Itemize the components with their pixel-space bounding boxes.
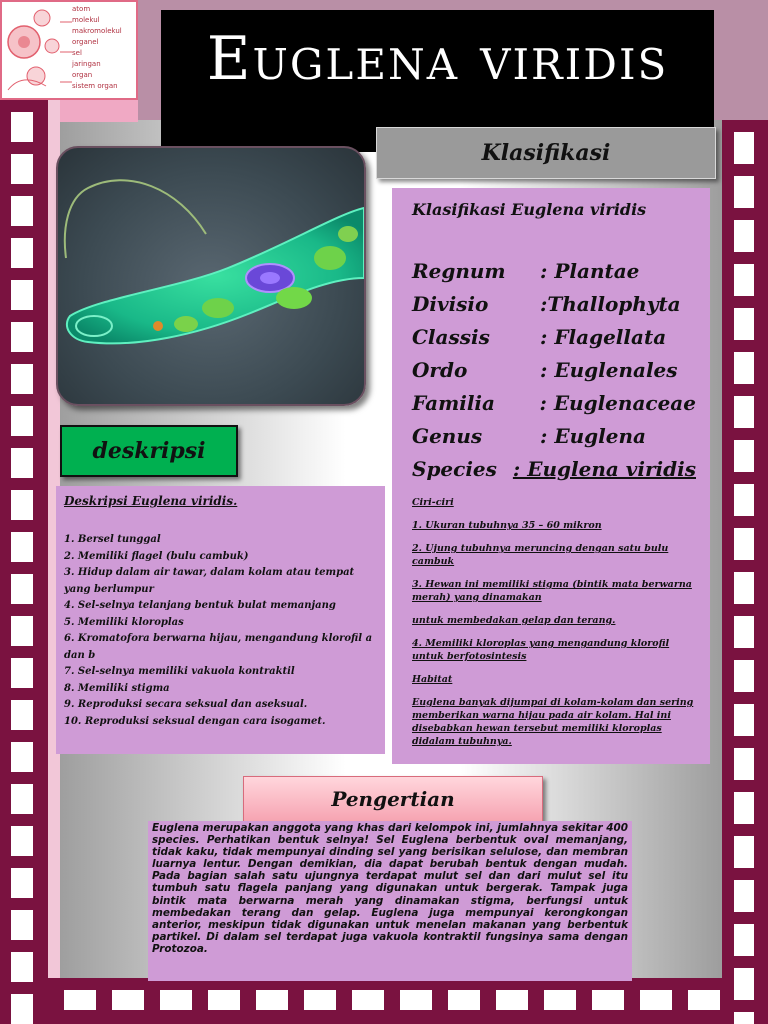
- euglena-image: [56, 146, 366, 406]
- ciri-title: Ciri-ciri: [412, 497, 454, 508]
- thumb-label: organ: [72, 71, 93, 79]
- taxonomy-rank: Genus: [412, 424, 483, 448]
- taxonomy-row: [412, 288, 696, 321]
- taxonomy-rank: Regnum: [412, 259, 506, 283]
- deskripsi-panel: [56, 486, 385, 754]
- taxonomy-rank: Familia: [412, 391, 495, 415]
- list-item: 9. Reproduksi secara seksual dan aseksual.: [64, 699, 308, 710]
- film-strip-left: [0, 100, 48, 1024]
- ciri-item: 2. Ujung tubuhnya meruncing dengan satu bulu cambuk: [412, 543, 669, 567]
- thumb-label: jaringan: [72, 60, 101, 68]
- film-strip-right: [722, 120, 768, 1024]
- ciri-item: 4. Memiliki kloroplas yang mengandung klorofil untuk berfotosintesis: [412, 638, 670, 662]
- list-item: 2. Memiliki flagel (bulu cambuk): [64, 550, 249, 562]
- ciri-item: 1. Ukuran tubuhnya 35 – 60 mikron: [412, 520, 602, 531]
- taxonomy-value: :Thallophyta: [540, 292, 681, 316]
- taxonomy-value: : Euglenaceae: [539, 391, 696, 415]
- list-item: 4. Sel-selnya telanjang bentuk bulat memanjang: [64, 600, 336, 611]
- taxonomy-row: [412, 255, 696, 288]
- list-item: 1. Bersel tunggal: [64, 534, 161, 545]
- thumb-label: organel: [72, 38, 99, 46]
- taxonomy-row: [412, 354, 696, 387]
- list-item: 10. Reproduksi seksual dengan cara isogamet.: [64, 715, 326, 727]
- taxonomy-rank: Classis: [412, 325, 490, 349]
- taxonomy-row: [412, 387, 696, 420]
- pengertian-heading: Pengertian: [243, 776, 543, 822]
- ciri-ciri-section: [412, 496, 696, 748]
- deskripsi-heading: deskripsi: [60, 425, 238, 477]
- klasifikasi-title: Klasifikasi Euglena viridis: [412, 200, 647, 219]
- taxonomy-value: : Flagellata: [540, 325, 667, 349]
- deskripsi-list: [64, 532, 377, 730]
- habitat-title: Habitat: [412, 674, 453, 685]
- taxonomy-value: : Plantae: [540, 259, 640, 283]
- thumb-label: molekul: [72, 16, 100, 24]
- list-item: 3. Hidup dalam air tawar, dalam kolam atau tempat yang berlumpur: [64, 567, 355, 595]
- list-item: 6. Kromatofora berwarna hijau, mengandung klorofil a dan b: [64, 633, 373, 661]
- list-item: 8. Memiliki stigma: [64, 682, 170, 694]
- thumb-label: sistem organ: [72, 82, 118, 90]
- taxonomy-rank: Ordo: [412, 358, 468, 382]
- organization-levels-thumbnail: [0, 0, 138, 100]
- ciri-item: untuk membedakan gelap dan terang.: [412, 615, 616, 626]
- deskripsi-title: Deskripsi Euglena viridis.: [64, 494, 238, 508]
- taxonomy-value: : Euglena: [540, 424, 646, 448]
- thumb-label: atom: [72, 5, 91, 13]
- ciri-item: 3. Hewan ini memiliki stigma (bintik mata berwarna merah) yang dinamakan: [412, 579, 692, 603]
- taxonomy-row: [412, 420, 696, 453]
- taxonomy-list: [412, 255, 696, 486]
- pengertian-panel: [148, 821, 632, 981]
- klasifikasi-heading: Klasifikasi: [376, 127, 716, 179]
- thumb-label: sel: [72, 49, 82, 57]
- taxonomy-row: [412, 453, 696, 486]
- thumb-label: makromolekul: [72, 27, 122, 35]
- taxonomy-value: : Euglena viridis: [512, 457, 696, 481]
- taxonomy-rank: Species: [412, 457, 497, 481]
- taxonomy-row: [412, 321, 696, 354]
- taxonomy-rank: Divisio: [412, 292, 489, 316]
- page-title: Euglena viridis: [206, 24, 669, 94]
- pengertian-text: Euglena merupakan anggota yang khas dari kelompok ini, jumlahnya sekitar 400 species. Perhatikan bentuk selnya! Sel Euglena berbentuk oval memanjang, tidak kaku, tidak mempunyai dinding sel yang berisikan selulose, dan membran luarnya lentur. Dengan demikian, dia dapat berubah bentuk dengan mudah. Pada bagian salah satu ujungnya terdapat mulut sel dan dari mulut sel itu tumbuh satu flagela panjang yang digunakan untuk bergerak. Tampak juga bintik mata berwarna merah yang dinamakan stigma, berfungsi untuk membedakan terang dan gelap. Euglena juga mempunyai kerongkongan anterior, meskipun tidak digunakan untuk menelan makanan yang berbentuk partikel. Di dalam sel terdapat juga vakuola kontraktil fungsinya sama dengan Protozoa.: [152, 822, 628, 955]
- list-item: 5. Memiliki kloroplas: [64, 616, 184, 628]
- habitat-text: Euglena banyak dijumpai di kolam-kolam dan sering memberikan warna hijau pada air kolam. Hal ini disebabkan hewan tersebut memiliki kloroplas didalam tubuhnya.: [412, 697, 694, 747]
- klasifikasi-panel: [392, 188, 710, 764]
- taxonomy-value: : Euglenales: [540, 358, 678, 382]
- list-item: 7. Sel-selnya memiliki vakuola kontraktil: [64, 666, 295, 677]
- film-strip-bottom: [48, 978, 722, 1024]
